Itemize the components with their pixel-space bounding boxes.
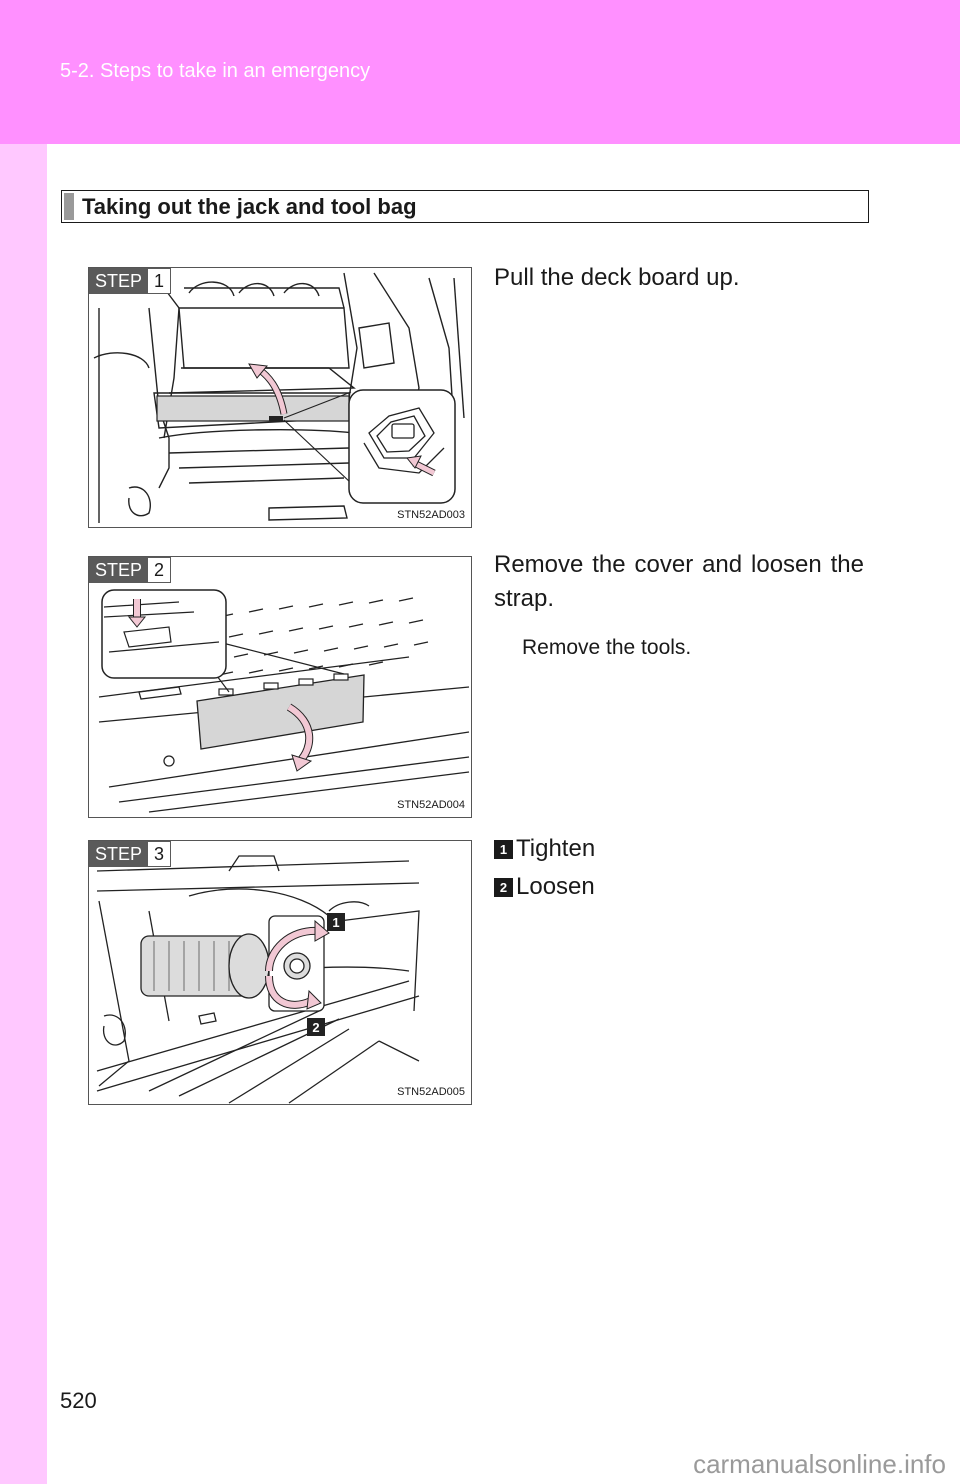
step-label: STEP: [89, 268, 148, 294]
step-2-subtext: Remove the tools.: [522, 636, 692, 659]
legend-text-2: Loosen: [516, 873, 595, 900]
section-heading: [61, 190, 869, 223]
legend-num-2: 2: [494, 878, 513, 897]
callout-1: 1: [332, 915, 340, 930]
step-badge: [89, 268, 171, 294]
running-header: 5-2. Steps to take in an emergency: [60, 60, 371, 82]
legend-item-tighten: [494, 835, 595, 863]
step-number: 2: [148, 557, 171, 583]
figure-step-1: [88, 267, 472, 528]
cover-illustration: [89, 557, 472, 818]
section-title: Taking out the jack and tool bag: [82, 194, 417, 219]
watermark: carmanualsonline.info: [693, 1449, 946, 1479]
page-number: 520: [60, 1388, 97, 1413]
step-2-text: Remove the cover and loosen the strap.: [494, 551, 864, 612]
step-number: 3: [148, 841, 171, 867]
figure-code: STN52AD003: [397, 509, 465, 521]
strap-illustration: [89, 841, 472, 1105]
heading-bar: [64, 193, 74, 220]
step-badge: [89, 557, 171, 583]
figure-code: STN52AD005: [397, 1086, 465, 1098]
side-band: [0, 144, 47, 1484]
deck-board-illustration: [89, 268, 472, 528]
figure-step-2: [88, 556, 472, 818]
step-label: STEP: [89, 841, 148, 867]
step-label: STEP: [89, 557, 148, 583]
figure-code: STN52AD004: [397, 799, 465, 811]
step-badge: [89, 841, 171, 867]
step-1-text: Pull the deck board up.: [494, 264, 740, 291]
callout-2: 2: [312, 1020, 320, 1035]
legend-num-1: 1: [494, 840, 513, 859]
step-number: 1: [148, 268, 171, 294]
figure-step-3: [88, 840, 472, 1105]
legend-text-1: Tighten: [516, 835, 596, 862]
legend-item-loosen: [494, 873, 595, 901]
